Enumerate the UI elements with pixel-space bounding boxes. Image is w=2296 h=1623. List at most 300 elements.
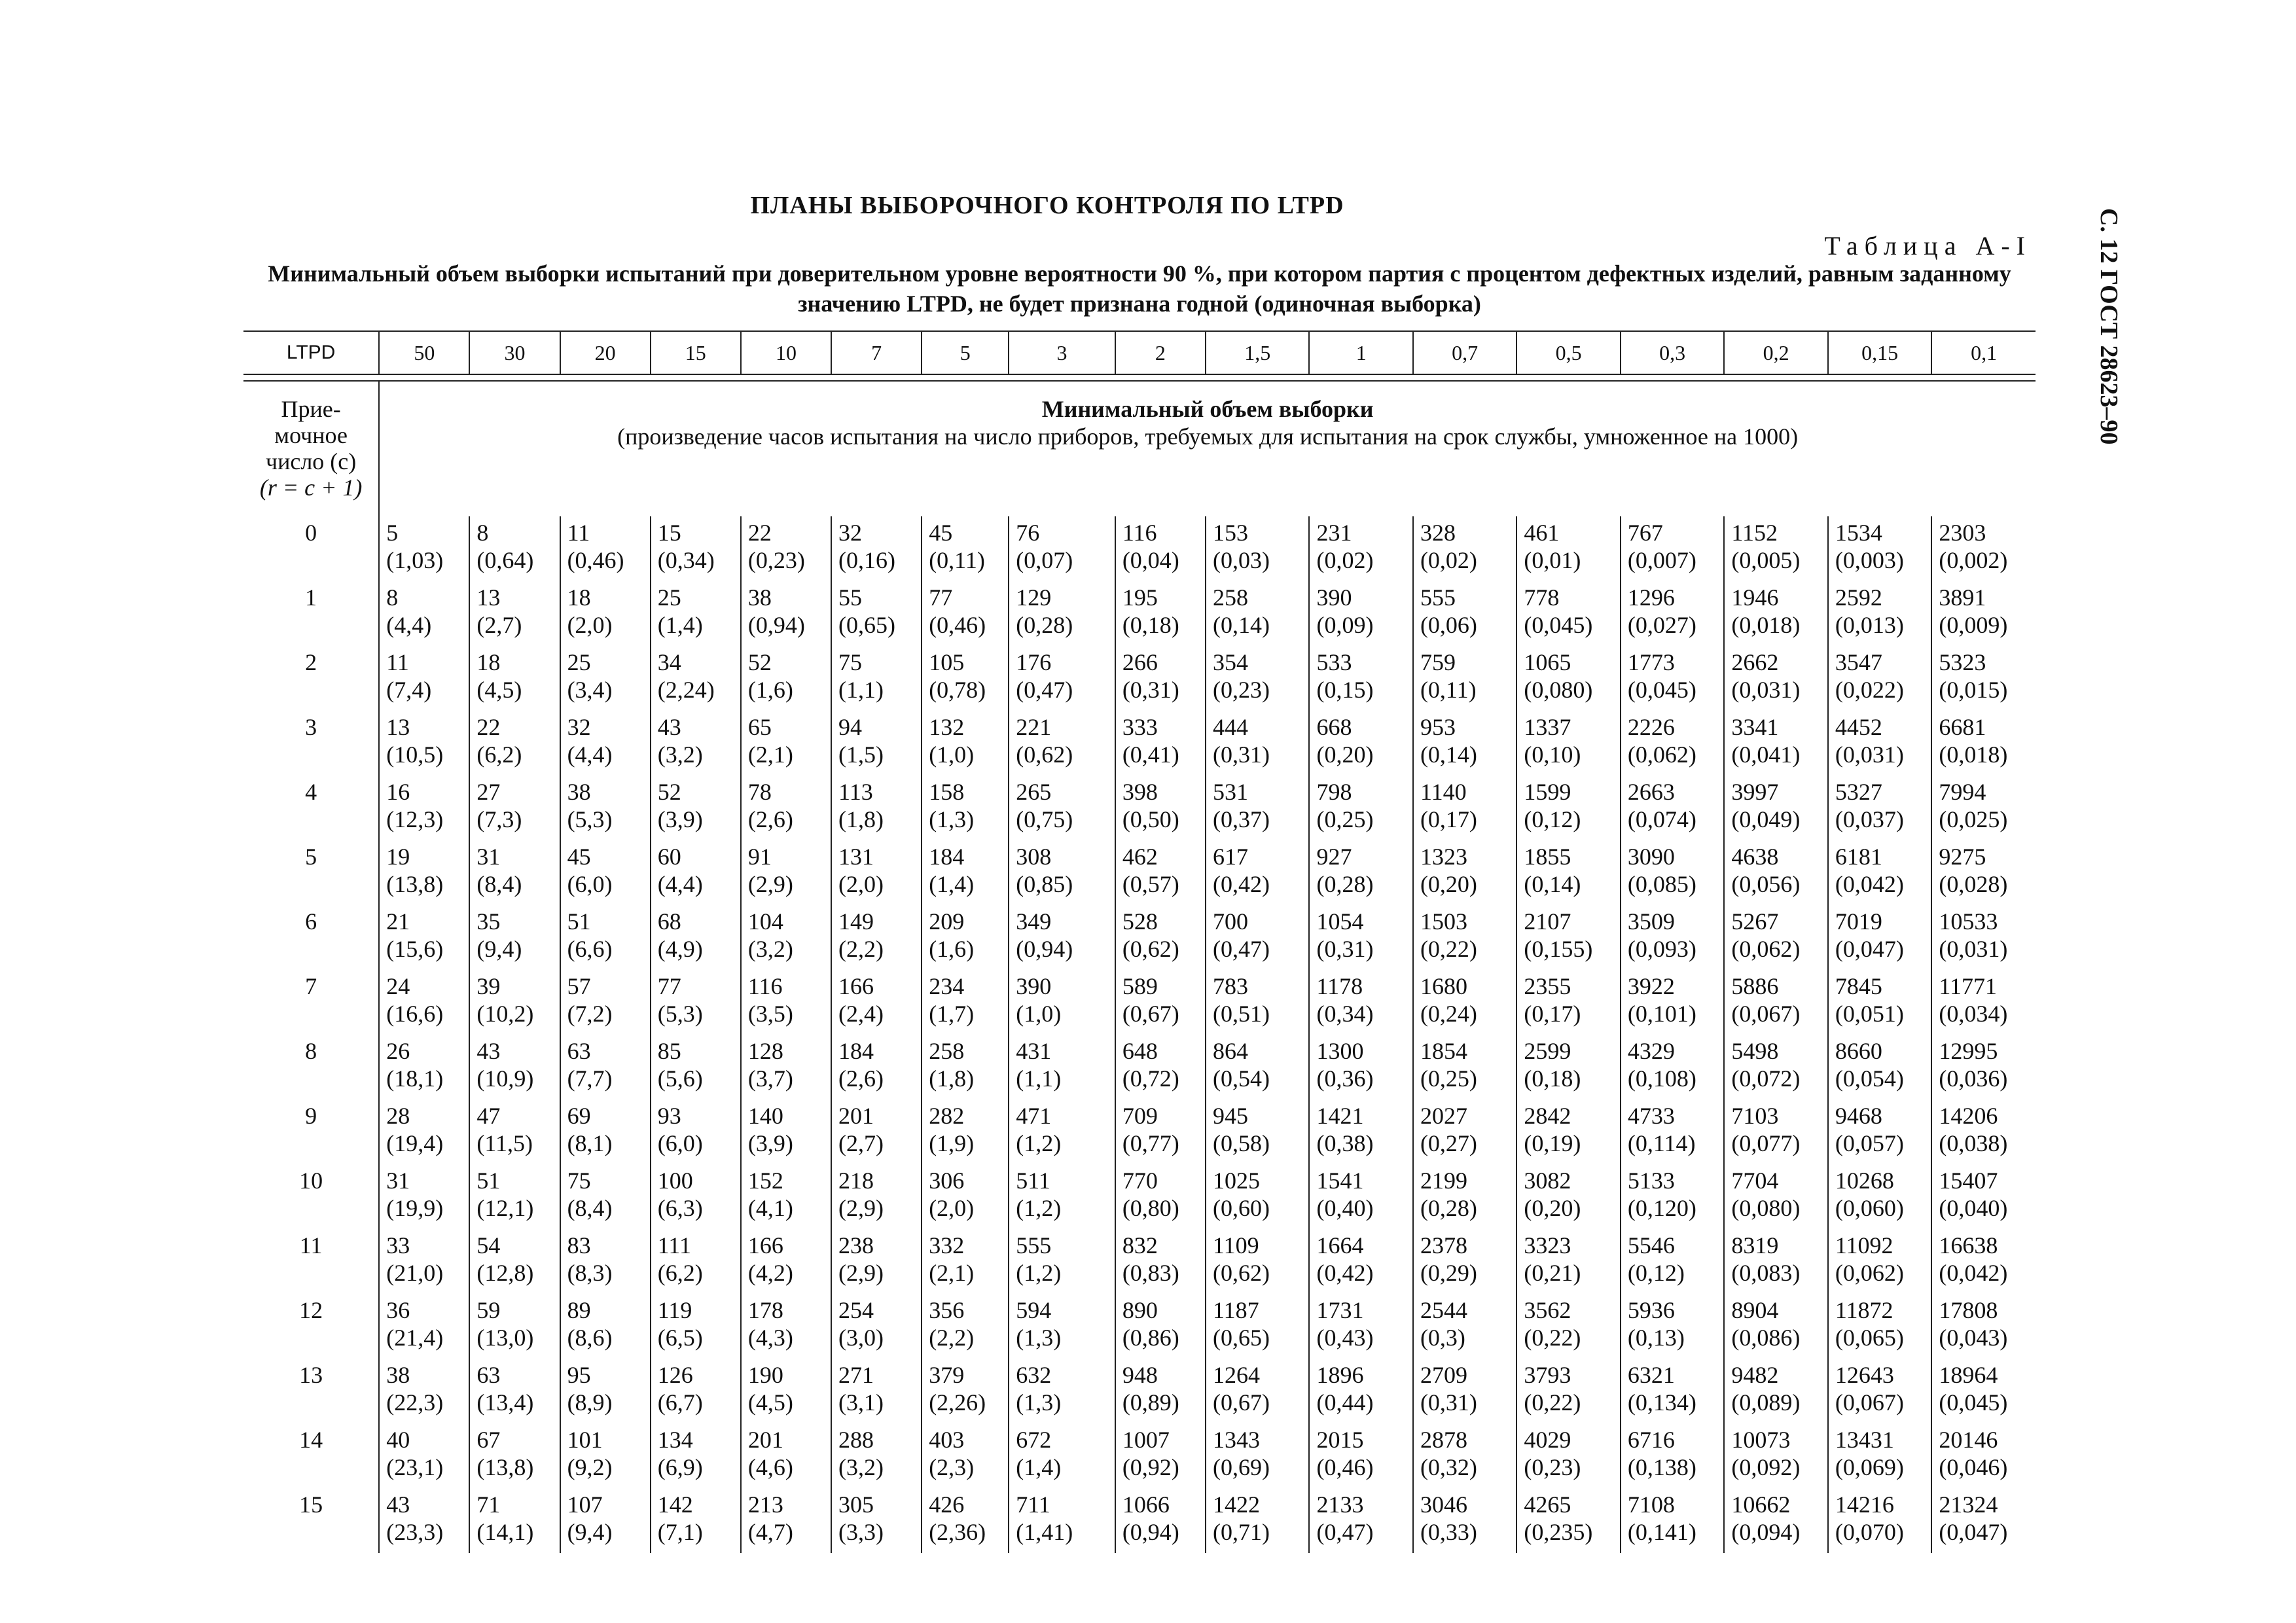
defect-percent-value: (0,009)	[1939, 612, 2008, 638]
sample-size-cell	[922, 905, 1009, 970]
sample-size-cell	[1309, 1099, 1412, 1164]
sample-size-cell	[831, 840, 922, 905]
sample-size-cell	[831, 1359, 922, 1423]
sample-size-cell	[1516, 516, 1620, 581]
defect-percent-value: (0,134)	[1627, 1389, 1696, 1416]
sample-size-cell	[560, 1229, 651, 1294]
sample-size-cell	[469, 970, 560, 1035]
defect-percent-value: (0,083)	[1731, 1260, 1801, 1286]
sample-size-cell	[1115, 1423, 1206, 1488]
sample-size-cell	[651, 1488, 741, 1553]
sample-size-value: 3793	[1524, 1362, 1571, 1388]
defect-percent-value: (1,1)	[838, 677, 884, 703]
defect-percent-value: (5,6)	[657, 1065, 703, 1092]
sample-size-value: 798	[1316, 779, 1352, 805]
sample-size-cell	[469, 1099, 560, 1164]
sample-size-cell	[922, 776, 1009, 840]
defect-percent-value: (1,5)	[838, 741, 884, 768]
defect-percent-value: (1,4)	[929, 871, 975, 897]
sample-size-value: 328	[1420, 520, 1456, 546]
sample-size-value: 444	[1212, 714, 1248, 740]
sample-size-cell	[831, 646, 922, 711]
defect-percent-value: (0,002)	[1939, 547, 2008, 573]
sample-size-cell	[469, 1423, 560, 1488]
defect-percent-value: (0,17)	[1420, 806, 1477, 832]
defect-percent-value: (0,43)	[1316, 1325, 1374, 1351]
sample-size-cell	[1724, 1035, 1827, 1099]
sample-size-value: 9275	[1939, 844, 1986, 870]
ltpd-value: 3	[1009, 331, 1115, 374]
defect-percent-value: (0,23)	[747, 547, 805, 573]
sample-size-value: 149	[838, 908, 874, 935]
sample-size-value: 33	[386, 1232, 410, 1258]
defect-percent-value: (0,138)	[1627, 1454, 1696, 1480]
sample-size-cell	[741, 581, 831, 646]
sample-size-cell	[741, 970, 831, 1035]
defect-percent-value: (0,036)	[1939, 1065, 2008, 1092]
sample-size-cell	[1828, 776, 1931, 840]
sample-size-value: 5	[386, 520, 399, 546]
defect-percent-value: (0,15)	[1316, 677, 1374, 703]
sample-size-value: 11872	[1835, 1297, 1893, 1323]
sample-size-cell	[922, 646, 1009, 711]
sample-size-value: 783	[1212, 973, 1248, 999]
sample-size-cell	[1413, 840, 1516, 905]
defect-percent-value: (6,0)	[657, 1130, 703, 1156]
table-row	[243, 516, 2036, 581]
sample-size-cell	[1621, 581, 1724, 646]
sample-size-cell	[1413, 646, 1516, 711]
ltpd-value: 2	[1115, 331, 1206, 374]
sample-size-value: 1599	[1524, 779, 1571, 805]
sample-size-cell	[1413, 1229, 1516, 1294]
sample-size-cell	[1828, 1164, 1931, 1229]
defect-percent-value: (4,4)	[657, 871, 703, 897]
sample-size-value: 10268	[1835, 1168, 1894, 1194]
sample-size-value: 75	[567, 1168, 591, 1194]
sample-size-cell	[379, 516, 469, 581]
table-row	[243, 1229, 2036, 1294]
defect-percent-value: (0,42)	[1212, 871, 1270, 897]
sample-size-value: 2015	[1316, 1427, 1364, 1453]
sample-size-value: 7108	[1627, 1491, 1675, 1518]
defect-percent-value: (0,03)	[1212, 547, 1270, 573]
sample-size-cell	[1931, 711, 2036, 776]
sample-size-cell	[469, 1294, 560, 1359]
sample-size-cell	[1724, 776, 1827, 840]
sample-size-value: 1065	[1524, 649, 1571, 675]
sample-size-cell	[1828, 646, 1931, 711]
sample-size-cell	[1206, 840, 1309, 905]
sample-size-value: 166	[747, 1232, 783, 1258]
sample-size-cell	[1309, 1359, 1412, 1423]
sample-size-cell	[1516, 905, 1620, 970]
sample-size-cell	[1009, 840, 1115, 905]
sample-size-cell	[831, 970, 922, 1035]
defect-percent-value: (3,4)	[567, 677, 613, 703]
sample-size-value: 379	[929, 1362, 965, 1388]
defect-percent-value: (13,8)	[386, 871, 444, 897]
sample-size-value: 13	[476, 584, 501, 611]
sample-size-cell	[469, 646, 560, 711]
defect-percent-value: (0,40)	[1316, 1195, 1374, 1221]
sample-size-value: 1854	[1420, 1038, 1467, 1064]
acceptance-header-line: число (c)	[265, 448, 357, 474]
defect-percent-value: (0,46)	[567, 547, 624, 573]
defect-percent-value: (0,19)	[1524, 1130, 1581, 1156]
sample-size-value: 1896	[1316, 1362, 1364, 1388]
sample-size-value: 2133	[1316, 1491, 1364, 1518]
sample-size-value: 5886	[1731, 973, 1779, 999]
sample-size-value: 1731	[1316, 1297, 1364, 1323]
sample-size-value: 15	[657, 520, 681, 546]
defect-percent-value: (0,58)	[1212, 1130, 1270, 1156]
acceptance-number: 15	[243, 1488, 379, 1553]
sample-size-value: 38	[747, 584, 772, 611]
defect-percent-value: (0,12)	[1627, 1260, 1685, 1286]
sample-size-cell	[1413, 776, 1516, 840]
sample-size-cell	[831, 1294, 922, 1359]
defect-percent-value: (0,71)	[1212, 1519, 1270, 1545]
sample-size-cell	[1621, 970, 1724, 1035]
sample-size-value: 43	[476, 1038, 501, 1064]
defect-percent-value: (2,1)	[747, 741, 793, 768]
sample-size-value: 1296	[1627, 584, 1675, 611]
defect-percent-value: (0,041)	[1731, 741, 1801, 768]
sample-size-cell	[1413, 1164, 1516, 1229]
sample-size-value: 288	[838, 1427, 874, 1453]
defect-percent-value: (4,9)	[657, 936, 703, 962]
sample-size-value: 12643	[1835, 1362, 1894, 1388]
sample-size-cell	[1828, 581, 1931, 646]
sample-size-cell	[379, 905, 469, 970]
sample-size-cell	[1724, 1099, 1827, 1164]
defect-percent-value: (4,4)	[386, 612, 432, 638]
sample-size-value: 7103	[1731, 1103, 1779, 1129]
ltpd-value: 1,5	[1206, 331, 1309, 374]
defect-percent-value: (0,040)	[1939, 1195, 2008, 1221]
defect-percent-value: (0,67)	[1212, 1389, 1270, 1416]
sample-size-cell	[922, 1035, 1009, 1099]
sample-size-cell	[1724, 970, 1827, 1035]
sample-size-cell	[1115, 1488, 1206, 1553]
sample-size-value: 308	[1016, 844, 1052, 870]
sample-size-value: 25	[657, 584, 681, 611]
defect-percent-value: (0,14)	[1212, 612, 1270, 638]
sample-size-cell	[379, 1423, 469, 1488]
defect-percent-value: (0,067)	[1731, 1001, 1801, 1027]
defect-percent-value: (1,4)	[1016, 1454, 1062, 1480]
sample-size-value: 282	[929, 1103, 965, 1129]
defect-percent-value: (0,005)	[1731, 547, 1801, 573]
acceptance-number: 3	[243, 711, 379, 776]
sample-size-value: 5267	[1731, 908, 1779, 935]
sample-size-cell	[1115, 516, 1206, 581]
sample-size-cell	[1009, 1488, 1115, 1553]
sample-size-value: 1503	[1420, 908, 1467, 935]
sample-size-cell	[379, 581, 469, 646]
sample-size-cell	[1206, 1423, 1309, 1488]
sample-size-cell	[1309, 516, 1412, 581]
defect-percent-value: (0,23)	[1524, 1454, 1581, 1480]
defect-percent-value: (0,027)	[1627, 612, 1696, 638]
sample-size-cell	[922, 1488, 1009, 1553]
sample-size-value: 1152	[1731, 520, 1778, 546]
sample-size-cell	[922, 1164, 1009, 1229]
sample-size-value: 8319	[1731, 1232, 1779, 1258]
sample-size-cell	[1724, 905, 1827, 970]
sample-size-value: 34	[657, 649, 681, 675]
table-row	[243, 646, 2036, 711]
sample-size-value: 1109	[1212, 1232, 1259, 1258]
sample-size-cell	[1309, 776, 1412, 840]
sample-size-cell	[1931, 646, 2036, 711]
defect-percent-value: (0,65)	[838, 612, 896, 638]
sample-size-cell	[1724, 646, 1827, 711]
sample-size-cell	[1828, 711, 1931, 776]
defect-percent-value: (0,037)	[1835, 806, 1904, 832]
defect-percent-value: (0,235)	[1524, 1519, 1593, 1545]
sample-size-value: 31	[386, 1168, 410, 1194]
defect-percent-value: (0,086)	[1731, 1325, 1801, 1351]
sample-size-value: 462	[1122, 844, 1158, 870]
sample-size-value: 16	[386, 779, 410, 805]
sample-size-value: 14216	[1835, 1491, 1894, 1518]
sample-size-cell	[1621, 516, 1724, 581]
sample-size-cell	[1309, 1294, 1412, 1359]
sample-size-cell	[1828, 1359, 1931, 1423]
sample-size-value: 11092	[1835, 1232, 1893, 1258]
sample-size-cell	[1009, 1423, 1115, 1488]
defect-percent-value: (13,4)	[476, 1389, 534, 1416]
defect-percent-value: (0,41)	[1122, 741, 1179, 768]
page-title: ПЛАНЫ ВЫБОРОЧНОГО КОНТРОЛЯ ПО LTPD	[750, 192, 1344, 219]
sample-size-value: 32	[567, 714, 591, 740]
sample-size-value: 209	[929, 908, 965, 935]
sample-size-cell	[1931, 840, 2036, 905]
ltpd-value: 0,7	[1413, 331, 1516, 374]
sample-size-cell	[1206, 646, 1309, 711]
sample-size-cell	[1516, 840, 1620, 905]
sample-size-value: 2842	[1524, 1103, 1571, 1129]
sample-size-cell	[1009, 1164, 1115, 1229]
sample-size-value: 18	[476, 649, 501, 675]
defect-percent-value: (0,27)	[1420, 1130, 1477, 1156]
sample-size-cell	[741, 1423, 831, 1488]
sample-size-value: 31	[476, 844, 501, 870]
sample-size-value: 32	[838, 520, 863, 546]
sample-size-value: 176	[1016, 649, 1052, 675]
sample-size-value: 63	[567, 1038, 591, 1064]
sample-size-cell	[469, 581, 560, 646]
acceptance-number: 5	[243, 840, 379, 905]
defect-percent-value: (0,02)	[1316, 547, 1374, 573]
min-sample-header	[379, 381, 2036, 516]
defect-percent-value: (4,5)	[476, 677, 522, 703]
defect-percent-value: (2,9)	[747, 871, 793, 897]
defect-percent-value: (0,12)	[1524, 806, 1581, 832]
defect-percent-value: (6,5)	[657, 1325, 703, 1351]
sample-size-cell	[379, 776, 469, 840]
defect-percent-value: (4,2)	[747, 1260, 793, 1286]
sample-size-value: 190	[747, 1362, 783, 1388]
sample-size-value: 2544	[1420, 1297, 1467, 1323]
defect-percent-value: (0,94)	[1016, 936, 1073, 962]
sample-size-cell	[1309, 905, 1412, 970]
sample-size-value: 1178	[1316, 973, 1363, 999]
defect-percent-value: (0,042)	[1835, 871, 1904, 897]
sample-size-cell	[651, 1294, 741, 1359]
defect-percent-value: (2,4)	[838, 1001, 884, 1027]
sample-size-value: 832	[1122, 1232, 1158, 1258]
defect-percent-value: (0,015)	[1939, 677, 2008, 703]
sample-size-value: 116	[1122, 520, 1157, 546]
sample-size-cell	[741, 840, 831, 905]
sample-size-cell	[922, 581, 1009, 646]
sample-size-cell	[1621, 840, 1724, 905]
sample-size-value: 38	[567, 779, 591, 805]
sample-size-value: 356	[929, 1297, 965, 1323]
sample-size-value: 555	[1420, 584, 1456, 611]
defect-percent-value: (1,4)	[657, 612, 703, 638]
sample-size-value: 6716	[1627, 1427, 1675, 1453]
sample-size-cell	[1115, 1359, 1206, 1423]
sample-size-cell	[1009, 581, 1115, 646]
sample-size-cell	[1309, 711, 1412, 776]
defect-percent-value: (0,80)	[1122, 1195, 1179, 1221]
sample-size-cell	[831, 1035, 922, 1099]
defect-percent-value: (23,1)	[386, 1454, 444, 1480]
defect-percent-value: (0,09)	[1316, 612, 1374, 638]
defect-percent-value: (0,47)	[1212, 936, 1270, 962]
sample-size-value: 1534	[1835, 520, 1882, 546]
sample-size-cell	[651, 1359, 741, 1423]
defect-percent-value: (7,3)	[476, 806, 522, 832]
defect-percent-value: (4,3)	[747, 1325, 793, 1351]
defect-percent-value: (1,8)	[838, 806, 884, 832]
sample-size-cell	[1931, 905, 2036, 970]
sample-size-value: 709	[1122, 1103, 1158, 1129]
sample-size-cell	[1931, 970, 2036, 1035]
sample-size-cell	[741, 1359, 831, 1423]
ltpd-value: 10	[741, 331, 831, 374]
defect-percent-value: (6,9)	[657, 1454, 703, 1480]
sample-size-value: 9468	[1835, 1103, 1882, 1129]
sample-size-cell	[1516, 1488, 1620, 1553]
defect-percent-value: (22,3)	[386, 1389, 444, 1416]
sample-size-cell	[651, 581, 741, 646]
sample-size-value: 104	[747, 908, 783, 935]
sample-size-value: 8660	[1835, 1038, 1882, 1064]
defect-percent-value: (0,10)	[1524, 741, 1581, 768]
sample-size-cell	[1516, 1035, 1620, 1099]
defect-percent-value: (0,062)	[1627, 741, 1696, 768]
defect-percent-value: (1,8)	[929, 1065, 975, 1092]
defect-percent-value: (0,83)	[1122, 1260, 1179, 1286]
defect-percent-value: (0,034)	[1939, 1001, 2008, 1027]
sample-size-cell	[379, 646, 469, 711]
defect-percent-value: (0,060)	[1835, 1195, 1904, 1221]
ltpd-value: 0,1	[1931, 331, 2036, 374]
defect-percent-value: (21,0)	[386, 1260, 444, 1286]
defect-percent-value: (0,3)	[1420, 1325, 1465, 1351]
sample-size-cell	[1115, 1229, 1206, 1294]
sample-size-value: 4265	[1524, 1491, 1571, 1518]
defect-percent-value: (14,1)	[476, 1519, 534, 1545]
sample-size-cell	[831, 1164, 922, 1229]
defect-percent-value: (0,155)	[1524, 936, 1593, 962]
sample-size-value: 221	[1016, 714, 1052, 740]
defect-percent-value: (0,46)	[1316, 1454, 1374, 1480]
sample-size-cell	[831, 1099, 922, 1164]
defect-percent-value: (0,025)	[1939, 806, 2008, 832]
sample-size-cell	[1828, 1294, 1931, 1359]
sample-size-cell	[1206, 581, 1309, 646]
sample-size-cell	[1724, 1164, 1827, 1229]
defect-percent-value: (1,0)	[1016, 1001, 1062, 1027]
defect-percent-value: (0,25)	[1316, 806, 1374, 832]
defect-percent-value: (0,37)	[1212, 806, 1270, 832]
defect-percent-value: (8,1)	[567, 1130, 613, 1156]
sample-size-cell	[1931, 776, 2036, 840]
defect-percent-value: (0,089)	[1731, 1389, 1801, 1416]
sample-size-value: 158	[929, 779, 965, 805]
defect-percent-value: (0,16)	[838, 547, 896, 573]
defect-percent-value: (0,44)	[1316, 1389, 1374, 1416]
sample-size-value: 3891	[1939, 584, 1986, 611]
column-header-row	[243, 381, 2036, 516]
sample-size-value: 65	[747, 714, 772, 740]
sample-size-value: 77	[929, 584, 953, 611]
defect-percent-value: (0,47)	[1016, 677, 1073, 703]
defect-percent-value: (2,9)	[838, 1195, 884, 1221]
sample-size-value: 91	[747, 844, 772, 870]
defect-percent-value: (1,41)	[1016, 1519, 1073, 1545]
sample-size-cell	[651, 1035, 741, 1099]
sample-size-cell	[469, 1164, 560, 1229]
sample-size-cell	[1621, 776, 1724, 840]
defect-percent-value: (0,045)	[1524, 612, 1593, 638]
sample-size-value: 85	[657, 1038, 681, 1064]
sample-size-cell	[1206, 905, 1309, 970]
defect-percent-value: (2,7)	[476, 612, 522, 638]
sample-size-value: 648	[1122, 1038, 1158, 1064]
defect-percent-value: (1,3)	[1016, 1325, 1062, 1351]
defect-percent-value: (1,6)	[929, 936, 975, 962]
ltpd-value: 0,2	[1724, 331, 1827, 374]
sample-size-cell	[1309, 581, 1412, 646]
ltpd-value: 7	[831, 331, 922, 374]
defect-percent-value: (8,9)	[567, 1389, 613, 1416]
defect-percent-value: (0,007)	[1627, 547, 1696, 573]
defect-percent-value: (3,0)	[838, 1325, 884, 1351]
sample-size-value: 7994	[1939, 779, 1986, 805]
defect-percent-value: (0,78)	[929, 677, 986, 703]
sample-size-value: 17808	[1939, 1297, 1998, 1323]
sample-size-cell	[1828, 1035, 1931, 1099]
sample-size-cell	[1413, 1423, 1516, 1488]
sample-size-value: 75	[838, 649, 863, 675]
sample-size-value: 5498	[1731, 1038, 1779, 1064]
table-label: Таблица А-I	[1824, 231, 2032, 260]
sample-size-value: 231	[1316, 520, 1352, 546]
sample-size-value: 131	[838, 844, 874, 870]
sample-size-value: 13431	[1835, 1427, 1894, 1453]
sample-size-cell	[1621, 905, 1724, 970]
sample-size-cell	[1413, 581, 1516, 646]
sample-size-value: 1066	[1122, 1491, 1170, 1518]
sample-size-cell	[922, 516, 1009, 581]
